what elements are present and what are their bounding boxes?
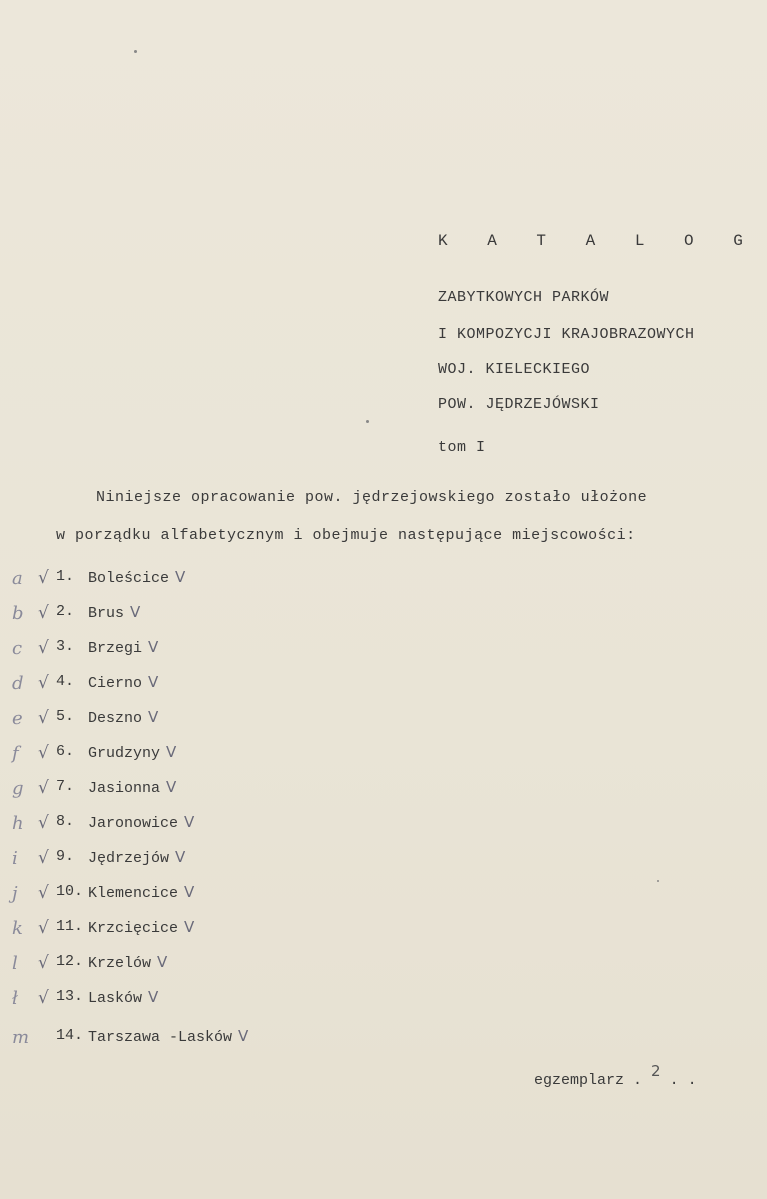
- item-number: 4.: [56, 673, 75, 690]
- place-name-row: [88, 568, 185, 587]
- place-name: Lasków: [88, 990, 143, 1007]
- handwritten-letter: g: [12, 778, 24, 799]
- tick-icon: V: [157, 953, 168, 971]
- check-mark-icon: √: [38, 988, 49, 1008]
- handwritten-letter: e: [12, 708, 23, 729]
- check-mark-icon: √: [38, 813, 49, 833]
- item-number: 6.: [56, 743, 75, 760]
- check-mark-icon: √: [38, 778, 49, 798]
- place-name-row: [88, 1027, 248, 1046]
- item-number: 13.: [56, 988, 84, 1005]
- tick-icon: V: [175, 568, 186, 586]
- catalog-title: K A T A L O G: [438, 232, 758, 250]
- item-number: 5.: [56, 708, 75, 725]
- place-name: Jasionna: [88, 780, 161, 797]
- handwritten-letter: c: [12, 638, 23, 659]
- place-name: Krzelów: [88, 955, 152, 972]
- subtitle-line-2: I KOMPOZYCJI KRAJOBRAZOWYCH: [438, 326, 695, 343]
- handwritten-letter: f: [12, 743, 19, 764]
- place-name-row: [88, 883, 194, 902]
- place-name: Cierno: [88, 675, 143, 692]
- item-number: 2.: [56, 603, 75, 620]
- tick-icon: V: [184, 883, 195, 901]
- copy-number-line: [534, 1062, 697, 1089]
- item-number: 12.: [56, 953, 84, 970]
- paper-speck: [657, 880, 659, 882]
- place-name-row: [88, 813, 194, 832]
- paper-speck: [134, 50, 137, 53]
- handwritten-letter: m: [12, 1027, 30, 1048]
- check-mark-icon: √: [38, 708, 49, 728]
- list-item: [0, 988, 767, 1018]
- handwritten-letter: a: [12, 568, 23, 589]
- item-number: 1.: [56, 568, 75, 585]
- place-name-row: [88, 603, 140, 622]
- list-item: [0, 1027, 767, 1057]
- place-name: Jaronowice: [88, 815, 179, 832]
- paper-speck: [366, 420, 369, 423]
- handwritten-letter: k: [12, 918, 23, 939]
- tick-icon: V: [148, 988, 159, 1006]
- handwritten-letter: h: [12, 813, 24, 834]
- place-name: Brus: [88, 605, 125, 622]
- check-mark-icon: √: [38, 883, 49, 903]
- item-number: 3.: [56, 638, 75, 655]
- place-name-row: [88, 743, 176, 762]
- tick-icon: V: [184, 918, 195, 936]
- list-item: [0, 778, 767, 808]
- place-name-row: [88, 673, 158, 692]
- place-name: Deszno: [88, 710, 143, 727]
- check-mark-icon: √: [38, 568, 49, 588]
- handwritten-letter: j: [12, 883, 18, 904]
- intro-line-2: w porządku alfabetycznym i obejmuje następujące miejscowości:: [56, 527, 636, 544]
- subtitle-line-4: POW. JĘDRZEJÓWSKI: [438, 396, 600, 413]
- intro-line-1: Niniejsze opracowanie pow. jędrzejowskiego zostało ułożone: [96, 489, 648, 506]
- tick-icon: V: [148, 673, 159, 691]
- place-name: Krzcięcice: [88, 920, 179, 937]
- list-item: [0, 708, 767, 738]
- tick-icon: V: [184, 813, 195, 831]
- place-name: Boleścice: [88, 570, 170, 587]
- place-name: Grudzyny: [88, 745, 161, 762]
- item-number: 14.: [56, 1027, 84, 1044]
- list-item: [0, 568, 767, 598]
- item-number: 10.: [56, 883, 84, 900]
- check-mark-icon: √: [38, 603, 49, 623]
- tick-icon: V: [166, 778, 177, 796]
- check-mark-icon: √: [38, 953, 49, 973]
- list-item: [0, 883, 767, 913]
- place-name: Brzegi: [88, 640, 143, 657]
- place-name: Klemencice: [88, 885, 179, 902]
- list-item: [0, 918, 767, 948]
- copy-label: egzemplarz .: [534, 1072, 643, 1089]
- place-name-row: [88, 638, 158, 657]
- check-mark-icon: √: [38, 743, 49, 763]
- subtitle-line-1: ZABYTKOWYCH PARKÓW: [438, 289, 610, 306]
- check-mark-icon: √: [38, 638, 49, 658]
- handwritten-letter: i: [12, 848, 18, 869]
- copy-suffix: . .: [669, 1072, 697, 1089]
- tick-icon: V: [148, 638, 159, 656]
- item-number: 9.: [56, 848, 75, 865]
- list-item: [0, 953, 767, 983]
- list-item: [0, 638, 767, 668]
- list-item: [0, 848, 767, 878]
- place-name-row: [88, 953, 167, 972]
- tick-icon: V: [166, 743, 177, 761]
- copy-number: 2: [651, 1062, 661, 1080]
- tick-icon: V: [130, 603, 141, 621]
- place-name-row: [88, 848, 185, 867]
- item-number: 7.: [56, 778, 75, 795]
- tick-icon: V: [175, 848, 186, 866]
- tick-icon: V: [238, 1027, 249, 1045]
- place-name: Jędrzejów: [88, 850, 170, 867]
- place-name-row: [88, 918, 194, 937]
- handwritten-letter: d: [12, 673, 24, 694]
- item-number: 8.: [56, 813, 75, 830]
- list-item: [0, 743, 767, 773]
- check-mark-icon: √: [38, 848, 49, 868]
- place-name: Tarszawa -Lasków: [88, 1029, 233, 1046]
- item-number: 11.: [56, 918, 84, 935]
- list-item: [0, 813, 767, 843]
- list-item: [0, 673, 767, 703]
- check-mark-icon: √: [38, 918, 49, 938]
- check-mark-icon: √: [38, 673, 49, 693]
- handwritten-letter: b: [12, 603, 24, 624]
- tick-icon: V: [148, 708, 159, 726]
- subtitle-line-3: WOJ. KIELECKIEGO: [438, 361, 591, 378]
- handwritten-letter: ł: [12, 988, 18, 1009]
- place-name-row: [88, 988, 158, 1007]
- volume-label: tom I: [438, 439, 486, 456]
- place-name-row: [88, 708, 158, 727]
- handwritten-letter: l: [12, 953, 18, 974]
- list-item: [0, 603, 767, 633]
- place-name-row: [88, 778, 176, 797]
